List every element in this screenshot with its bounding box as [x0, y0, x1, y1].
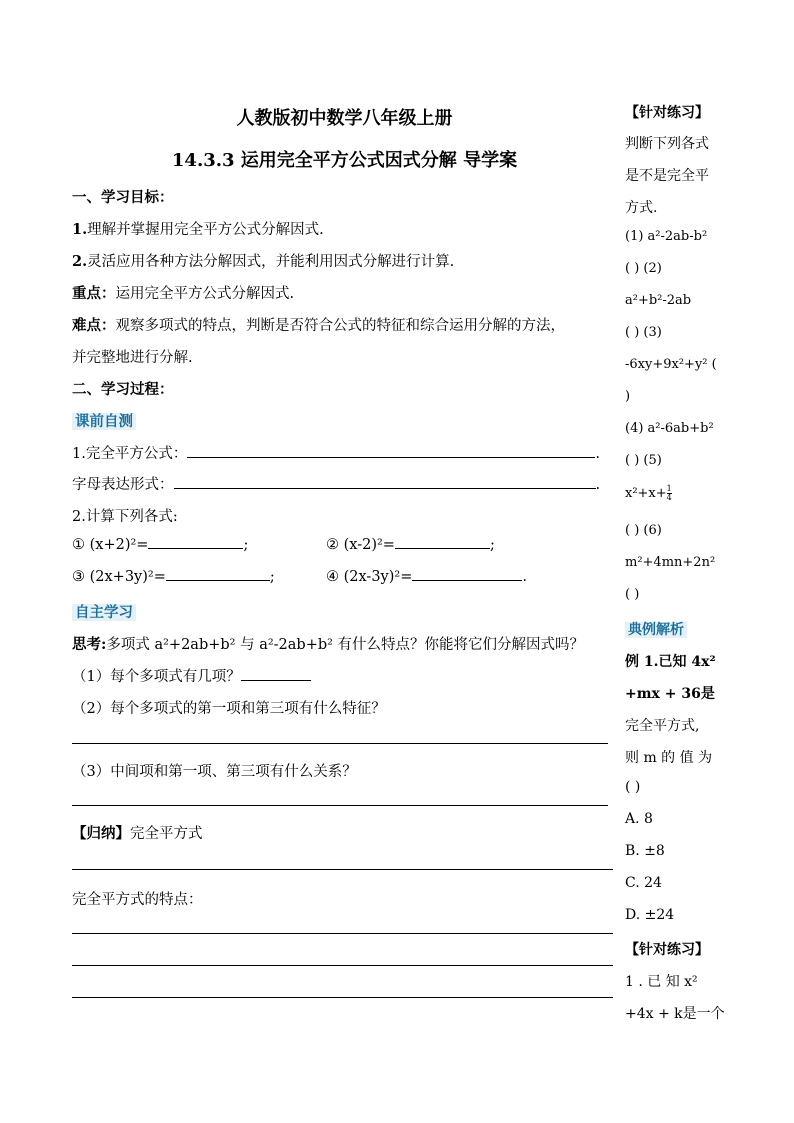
side-item-5-answer: ( ) (6)	[625, 523, 662, 538]
side-practice-heading-1: 【针对练习】	[625, 105, 709, 121]
fraction-denominator: 4	[666, 493, 672, 502]
example-line-4: 则 m 的 值 为	[625, 750, 713, 766]
letter-form: 字母表达形式： .	[72, 477, 601, 493]
example-line-3: 完全平方式,	[625, 718, 700, 734]
summary-text: 完全平方式	[130, 826, 203, 842]
self-study-heading: 自主学习	[72, 604, 136, 621]
document-title: 人教版初中数学八年级上册	[236, 108, 453, 129]
difficulty	[72, 314, 565, 335]
calc-item-2	[326, 537, 495, 553]
example-heading: 典例解析	[625, 622, 687, 638]
side-item-3-answer: )	[625, 389, 631, 404]
answer-line-5[interactable]	[72, 965, 613, 966]
side-item-6: m²+4mn+2n²	[625, 555, 716, 570]
calc-3-blank[interactable]	[166, 579, 270, 581]
goal-2-text: 灵活应用各种方法分解因式，并能利用因式分解进行计算.	[87, 254, 455, 270]
think-text: 多项式 a²+2ab+b² 与 a²-2ab+b² 有什么特点？你能将它们分解因式吗？	[106, 637, 585, 653]
pre-test-heading: 课前自测	[72, 413, 136, 430]
think-question	[72, 633, 584, 654]
key-point	[72, 282, 294, 303]
calc-2-expr: ② (x-2)²=	[326, 537, 395, 553]
calc-2-blank[interactable]	[395, 547, 490, 549]
side-item-3: -6xy+9x²+y² (	[625, 357, 717, 372]
side-item-6-answer: ( )	[625, 587, 640, 602]
example-line-5: ( )	[625, 779, 641, 795]
goal-1	[72, 218, 324, 239]
calc-1-expr: ① (x+2)²=	[72, 537, 149, 553]
example-line-2: +mx + 36是	[625, 686, 715, 702]
calc-item-4	[326, 569, 527, 585]
question-1-blank[interactable]	[187, 456, 595, 458]
practice-line-2: +4x + k是一个	[625, 1006, 725, 1022]
option-c: C. 24	[625, 875, 662, 891]
calc-4-blank[interactable]	[412, 579, 522, 581]
example-line-1: 例 1.已知 4x²	[625, 654, 716, 670]
calc-1-blank[interactable]	[148, 547, 243, 549]
calc-1-end: ;	[243, 537, 249, 553]
side-intro-3: 方式.	[625, 200, 658, 216]
side-practice-heading-2: 【针对练习】	[625, 942, 709, 958]
letter-form-blank[interactable]	[174, 487, 596, 489]
calc-3-end: ;	[269, 569, 275, 585]
side-intro-1: 判断下列各式	[625, 136, 709, 152]
side-item-4: (4) a²-6ab+b²	[625, 421, 714, 436]
sub-question-1-blank[interactable]	[241, 679, 311, 681]
difficulty-text-1: 观察多项式的特点，判断是否符合公式的特征和综合运用分解的方法，	[115, 318, 565, 334]
question-2: 2.计算下列各式:	[72, 509, 178, 525]
summary	[72, 822, 203, 843]
calc-item-3	[72, 569, 275, 585]
key-text: 运用完全平方公式分解因式.	[115, 286, 295, 302]
answer-line-1[interactable]	[72, 743, 608, 744]
difficulty-text-2: 并完整地进行分解.	[72, 350, 193, 366]
option-a: A. 8	[625, 811, 653, 827]
side-item-5-expr: x²+x+	[625, 486, 667, 501]
summary-label: 【归纳】	[72, 825, 130, 842]
difficulty-label: 难点：	[72, 317, 116, 334]
calc-2-end: ;	[489, 537, 495, 553]
fraction-numerator: 1	[666, 484, 672, 493]
calc-4-end: .	[522, 569, 527, 585]
goal-1-number: 1.	[72, 221, 88, 238]
practice-line-1: 1 . 已 知 x²	[625, 974, 698, 990]
answer-line-3[interactable]	[72, 869, 613, 870]
answer-line-4[interactable]	[72, 933, 613, 934]
option-b: B. ±8	[625, 843, 665, 859]
side-item-4-answer: ( ) (5)	[625, 453, 662, 468]
side-intro-2: 是不是完全平	[625, 168, 709, 184]
side-item-5	[625, 485, 672, 502]
think-label: 思考:	[72, 636, 107, 653]
option-d: D. ±24	[625, 907, 675, 923]
side-item-1-answer: ( ) (2)	[625, 261, 662, 276]
calc-item-1	[72, 537, 248, 553]
section-process-heading: 二、学习过程：	[72, 381, 174, 398]
key-label: 重点：	[72, 285, 116, 302]
calc-4-expr: ④ (2x-3y)²=	[326, 569, 413, 585]
question-1: 1.完全平方公式： .	[72, 446, 600, 462]
calc-3-expr: ③ (2x+3y)²=	[72, 569, 166, 585]
sub-question-2: （2）每个多项式的第一项和第三项有什么特征？	[72, 701, 386, 717]
letter-form-label: 字母表达形式：	[72, 477, 174, 493]
feature-label: 完全平方式的特点：	[72, 892, 203, 908]
sub-question-1	[72, 665, 311, 686]
goal-2	[72, 250, 454, 271]
answer-line-2[interactable]	[72, 805, 608, 806]
question-1-label: 1.完全平方公式：	[72, 446, 188, 462]
side-item-2-answer: ( ) (3)	[625, 325, 662, 340]
lesson-title: 14.3.3 运用完全平方公式因式分解 导学案	[171, 150, 518, 171]
section-goals-heading: 一、学习目标：	[72, 189, 174, 206]
sub-question-3: （3）中间项和第一项、第三项有什么关系？	[72, 764, 357, 780]
sub-question-1-text: （1）每个多项式有几项？	[72, 669, 241, 685]
goal-1-text: 理解并掌握用完全平方公式分解因式.	[87, 222, 324, 238]
goal-2-number: 2.	[72, 253, 88, 270]
fraction-one-quarter	[667, 485, 672, 502]
answer-line-6[interactable]	[72, 997, 613, 998]
side-item-2: a²+b²-2ab	[625, 293, 692, 308]
side-item-1: (1) a²-2ab-b²	[625, 229, 708, 244]
